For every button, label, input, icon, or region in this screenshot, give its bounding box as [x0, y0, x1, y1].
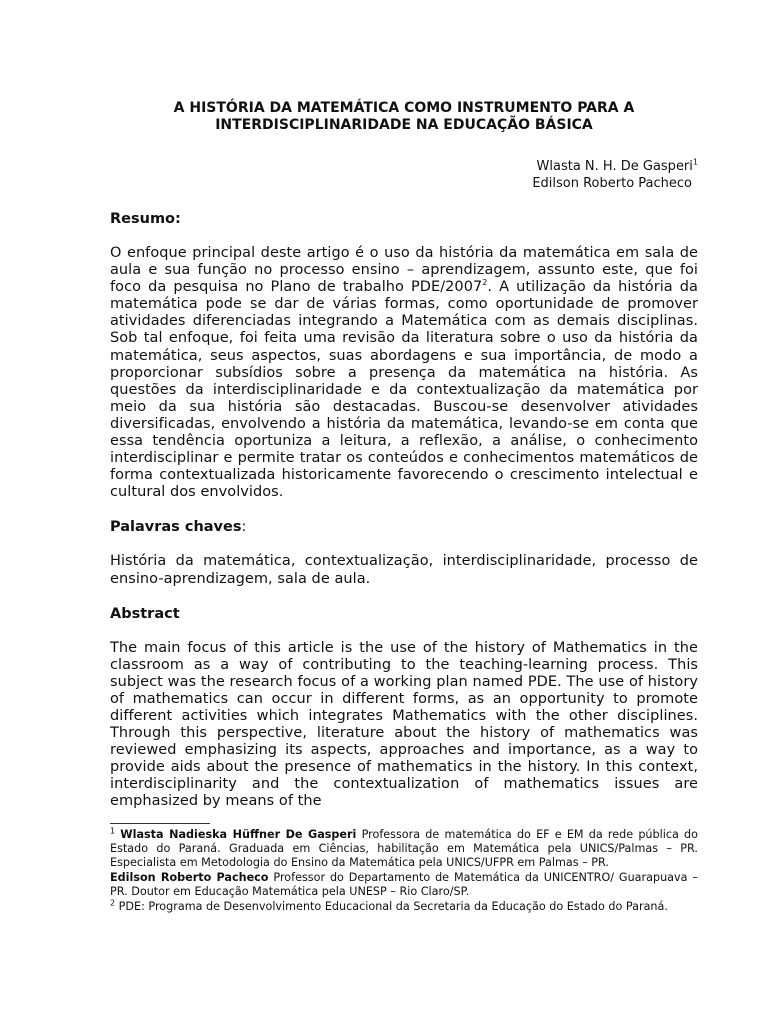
footnote-1-mark: 1: [110, 825, 116, 835]
author-block: [110, 158, 698, 192]
footnote-2-text: PDE: Programa de Desenvolvimento Educacional da Secretaria da Educação do Estado do Paraná.: [115, 899, 668, 913]
footnote-1: [110, 825, 698, 871]
footnote-1b-name: Edilson Roberto Pacheco: [110, 870, 269, 884]
abstract-text: The main focus of this article is the use of the history of Mathematics in the classroom as a way of contributing to the teaching-learning process. This subject was the research focus of a working plan named PDE. The use of history of mathematics can occur in different forms, as an opportunity to promote different activities which integrates Mathematics with the other disciplines. Through this perspective, literature about the history of mathematics was reviewed emphasizing its aspects, approaches and importance, as a way to provide aids about the presence of mathematics in the history. In this context, interdisciplinarity and the contextualization of mathematics issues are emphasized by means of the: [110, 639, 698, 810]
palavras-heading: [110, 518, 698, 536]
author-1-name: Wlasta N. H. De Gasperi: [536, 159, 693, 174]
author-1-footnote-mark: 1: [692, 157, 698, 167]
footnote-divider: [110, 823, 210, 824]
resumo-text: [110, 245, 698, 501]
abstract-heading: Abstract: [110, 605, 180, 622]
resumo-text-part-b: . A utilização da história da matemática pode se dar de várias formas, como oportunidade de promover atividades diferenciadas integrando a Matemática com as demais disciplinas. Sob tal enfoque, foi feita uma revisão da literatura sobre o uso da história da matemática, seus aspectos, suas abordagens e sua importância, de modo a proporcionar subsídios sobre a presença da matemática na história. As questões da interdisciplinaridade e da contextualização da matemática por meio da sua história são destacadas. Buscou-se desenvolver atividades diversificadas, envolvendo a história da matemática, levando-se em conta que essa tendência oportuniza a leitura, a reflexão, a análise, o conhecimento interdisciplinar e permite tratar os conteúdos e conhecimentos matemáticos de forma contextualizada historicamente favorecendo o crescimento intelectual e cultural dos envolvidos.: [110, 279, 698, 501]
title-line-1: A HISTÓRIA DA MATEMÁTICA COMO INSTRUMENTO PARA A: [173, 100, 635, 116]
footnote-1-name: Wlasta Nadieska Hüffner De Gasperi: [120, 827, 357, 841]
paper-title: [110, 100, 698, 134]
footnote-1b-text: Professor do Departamento de Matemática da UNICENTRO/ Guarapuava – PR. Doutor em Educação Matemática pela UNESP – Rio Claro/SP.: [110, 870, 698, 899]
footnote-1-text: Professora de matemática do EF e EM da rede pública do Estado do Paraná. Graduada em Ciências, habilitação em Matemática pela UNICS/Palmas – PR. Especialista em Metodologia do Ensino da Matemática pela UNICS/UFPR em Palmas – PR.: [110, 827, 698, 870]
paper-page: [110, 100, 698, 914]
author-1: [110, 158, 698, 175]
footnote-1b: [110, 871, 698, 900]
palavras-text: História da matemática, contextualização, interdisciplinaridade, processo de ensino-aprendizagem, sala de aula.: [110, 553, 698, 587]
resumo-footnote-mark: 2: [482, 278, 488, 288]
palavras-heading-colon: :: [241, 519, 247, 536]
resumo-text-part-a: O enfoque principal deste artigo é o uso da história da matemática em sala de aula e sua função no processo ensino – aprendizagem, assunto este, que foi foco da pesquisa no Plano de trabalho PDE/2007: [110, 245, 698, 296]
title-line-2: INTERDISCIPLINARIDADE NA EDUCAÇÃO BÁSICA: [215, 117, 593, 133]
palavras-heading-label: Palavras chaves: [110, 519, 242, 536]
footnote-2: [110, 897, 698, 914]
resumo-heading: Resumo:: [110, 211, 181, 227]
footnote-2-mark: 2: [110, 897, 116, 907]
author-2: Edilson Roberto Pacheco: [532, 176, 692, 191]
